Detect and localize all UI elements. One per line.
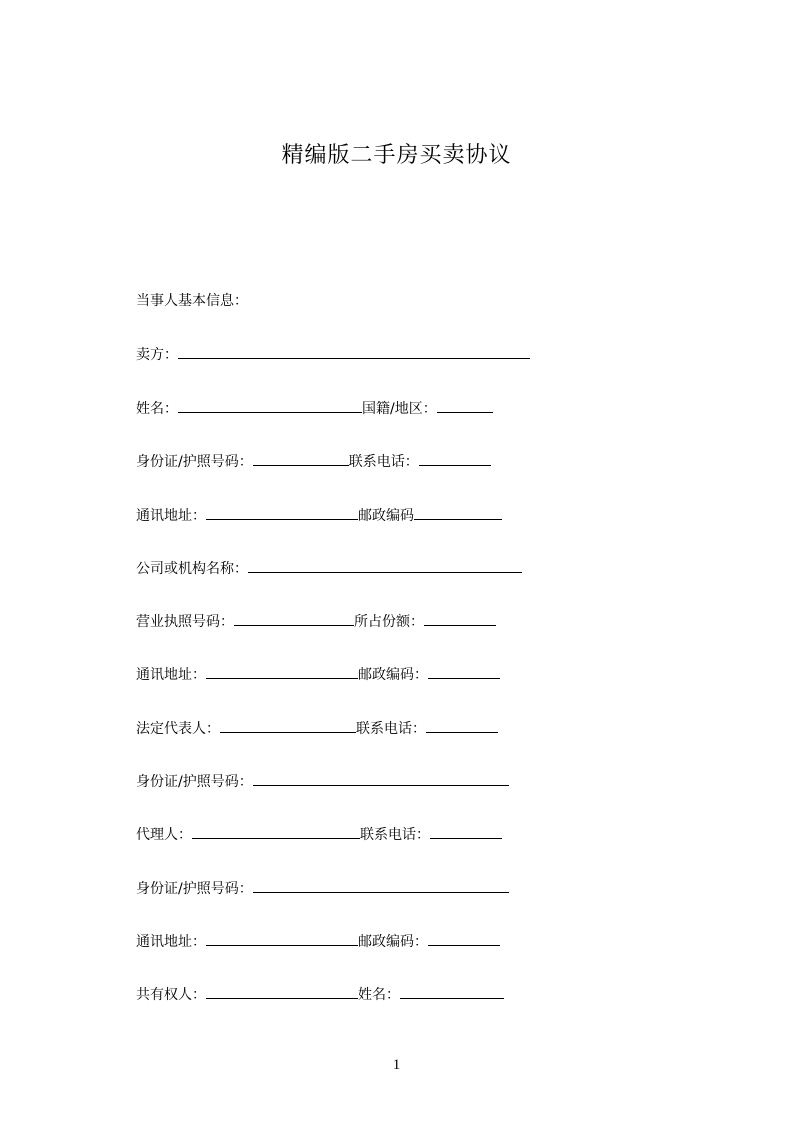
name-row [136, 397, 493, 419]
postal-code-label: 邮政编码： [358, 934, 428, 950]
address-blank[interactable] [206, 930, 358, 946]
legal-rep-label: 法定代表人： [136, 721, 220, 737]
postal-code-blank[interactable] [428, 930, 500, 946]
company-name-label: 公司或机构名称： [136, 561, 248, 577]
phone-label: 联系电话： [360, 827, 430, 843]
business-license-label: 营业执照号码： [136, 614, 234, 630]
company-name-blank[interactable] [248, 557, 522, 573]
address-label: 通讯地址： [136, 508, 206, 524]
name-label: 姓名： [136, 401, 178, 417]
business-license-blank[interactable] [234, 610, 354, 626]
share-blank[interactable] [424, 610, 496, 626]
address-postal-row-3 [136, 930, 500, 952]
address-postal-row [136, 504, 502, 526]
legal-rep-blank[interactable] [220, 717, 356, 733]
id-passport-label: 身份证/护照号码： [136, 774, 253, 790]
postal-code-label: 邮政编码 [358, 508, 414, 524]
id-passport-blank[interactable] [253, 450, 349, 466]
id-row-2 [136, 877, 509, 899]
section-heading-label: 当事人基本信息： [136, 293, 248, 309]
name-blank[interactable] [178, 397, 362, 413]
nationality-blank[interactable] [437, 397, 493, 413]
name-label: 姓名： [358, 987, 400, 1003]
address-blank[interactable] [206, 504, 358, 520]
agent-blank[interactable] [192, 823, 360, 839]
page-number: 1 [392, 1057, 401, 1073]
seller-blank[interactable] [178, 343, 530, 359]
address-blank[interactable] [206, 663, 358, 679]
postal-code-blank[interactable] [428, 663, 500, 679]
phone-label: 联系电话： [356, 721, 426, 737]
id-passport-blank[interactable] [253, 770, 509, 786]
postal-code-blank[interactable] [414, 504, 502, 520]
legal-rep-row [136, 717, 498, 739]
phone-label: 联系电话： [348, 454, 419, 470]
document-title: 精编版二手房买卖协议 [281, 143, 512, 168]
co-owner-label: 共有权人： [136, 987, 206, 1003]
postal-code-label: 邮政编码： [358, 667, 428, 683]
phone-blank[interactable] [430, 823, 502, 839]
seller-row [136, 343, 530, 365]
company-row [136, 557, 522, 579]
agent-row [136, 823, 502, 845]
id-passport-label: 身份证/护照号码： [136, 881, 253, 897]
id-passport-label: 身份证/护照号码： [136, 454, 253, 470]
id-passport-blank[interactable] [253, 877, 509, 893]
license-share-row [136, 610, 496, 632]
name-blank[interactable] [400, 983, 504, 999]
section-heading [136, 290, 248, 312]
agent-label: 代理人： [136, 827, 192, 843]
nationality-label: 国籍/地区： [362, 401, 437, 417]
share-label: 所占份额： [354, 614, 424, 630]
phone-blank[interactable] [419, 450, 491, 466]
address-label: 通讯地址： [136, 667, 206, 683]
address-label: 通讯地址： [136, 934, 206, 950]
co-owner-blank[interactable] [206, 983, 358, 999]
seller-label: 卖方： [136, 347, 178, 363]
phone-blank[interactable] [426, 717, 498, 733]
co-owner-row [136, 983, 504, 1005]
id-phone-row [136, 450, 491, 472]
id-row [136, 770, 509, 792]
address-postal-row-2 [136, 663, 500, 685]
